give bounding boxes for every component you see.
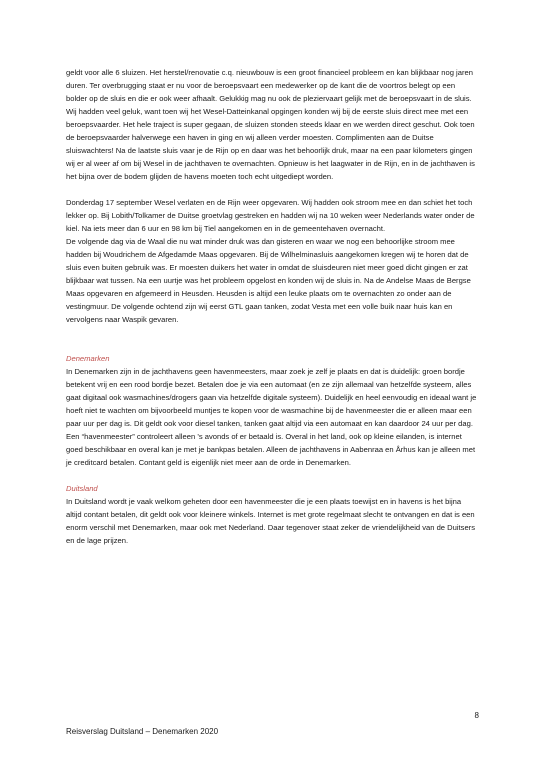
section-text-denemarken: In Denemarken zijn in de jachthavens geen havenmeesters, maar zoek je zelf je plaats en dat is duidelijk: groen bordje betekent vrij en een rood bordje bezet. Betalen doe je via een automaat (en ze zijn allemaal van hetzelfde systeem, alles gaat digitaal ook wasmachines/drogers gaan via hetzelfde digitale systeem). Duidelijk en heel eenvoudig en ideaal want je hoeft niet te wachten om bijvoorbeeld muntjes te kopen voor de wasmachine bij de havenmeester die er alleen maar een paar uur per dag is. Dit geldt ook voor diesel tanken, tanken gaat altijd via een automaat en kan daardoor 24 uur per dag. Een “havenmeester” controleert alleen ’s avonds of er betaald is. Overal in het land, ook op kleine eilanden, is internet goed beschikbaar en overal kan je met je bankpas betalen. Alleen de jachthavens in Aabenraa en Århus kan je alleen met je creditcard betalen. Contant geld is eigenlijk niet meer aan de orde in Denemarken. — [66, 367, 477, 467]
paragraph-next-day: De volgende dag via de Waal die nu wat minder druk was dan gisteren en waar we nog een behoorlijke stroom mee hadden bij Woudrichem de Afgedamde Maas opgevaren. Bij de Wilhelminasluis aangekomen kregen wij te horen dat de sluis even buiten gebruik was. Er moesten duikers het water in omdat de sluisdeuren niet meer goed dicht gingen er zat blijkbaar wat tussen. Na een uurtje was het probleem opgelost en konden wij de sluis in. Na de Andelse Maas de Bergse Maas opgevaren en afgemeerd in Heusden. Heusden is altijd een leuke plaats om te overnachten zo onder aan de vestingmuur. De volgende ochtend zijn wij eerst GTL gaan tanken, zodat Vesta met een volle buik naar huis kan en vervolgens naar Waspik gevaren. — [66, 237, 471, 324]
section-heading-denemarken: Denemarken — [66, 354, 110, 363]
section-heading-duitsland: Duitsland — [66, 484, 98, 493]
page-body — [66, 66, 478, 547]
paragraph-thursday: Donderdag 17 september Wesel verlaten en de Rijn weer opgevaren. Wij hadden ook stroom mee en dan schiet het toch lekker op. Bij Lobith/Tolkamer de Duitse groetvlag gestreken en hadden wij na 10 weken weer Nederlands water onder de kiel. Na iets meer dan 6 uur en 98 km bij Tiel aangekomen en in de gemeentehaven overnacht. — [66, 198, 475, 233]
section-text-duitsland: In Duitsland wordt je vaak welkom geheten door een havenmeester die je een plaats toewijst en in havens is het bijna altijd contant betalen, dit geldt ook voor kleinere winkels. Internet is met grote regelmaat slecht te ontvangen en dat is een enorm verschil met Denemarken, maar ook met Nederland. Daar tegenover staat zeker de vriendelijkheid van de Duitsers en de lage prijzen. — [66, 497, 475, 545]
page-footer: Reisverslag Duitsland – Denemarken 2020 — [66, 727, 219, 736]
page-number: 8 — [474, 711, 479, 720]
paragraph-locks: geldt voor alle 6 sluizen. Het herstel/renovatie c.q. nieuwbouw is een groot financieel probleem en kan blijkbaar nog jaren duren. Ter overbrugging staat er nu voor de beroepsvaart een medewerker op de kant die de voortros belegt op een bolder op de sluis en die er ook weer afhaalt. Gelukkig mag nu ook de pleziervaart gelijk met de beroepsvaart in de sluis. Wij hadden veel geluk, want toen wij het Wesel-Datteinkanal opgingen konden wij bij de eerste sluis direct mee met een beroepsvaarder. Het hele traject is super gegaan, de sluizen stonden steeds klaar en we werden direct geschut. Ook toen de beroepsvaarder halverwege een haven in ging en wij alleen verder moesten. Complimenten aan de Duitse sluiswachters! Na de laatste sluis vaar je de Rijn op en daar was het behoorlijk druk, maar na een paar kilometers gingen wij er al weer af om bij Wesel in de jachthaven te overnachten. Opnieuw is het laagwater in de Rijn, en in de jachthaven is het bijna over de bodem glijden de havens moeten toch echt uitgediept worden. — [66, 68, 475, 181]
